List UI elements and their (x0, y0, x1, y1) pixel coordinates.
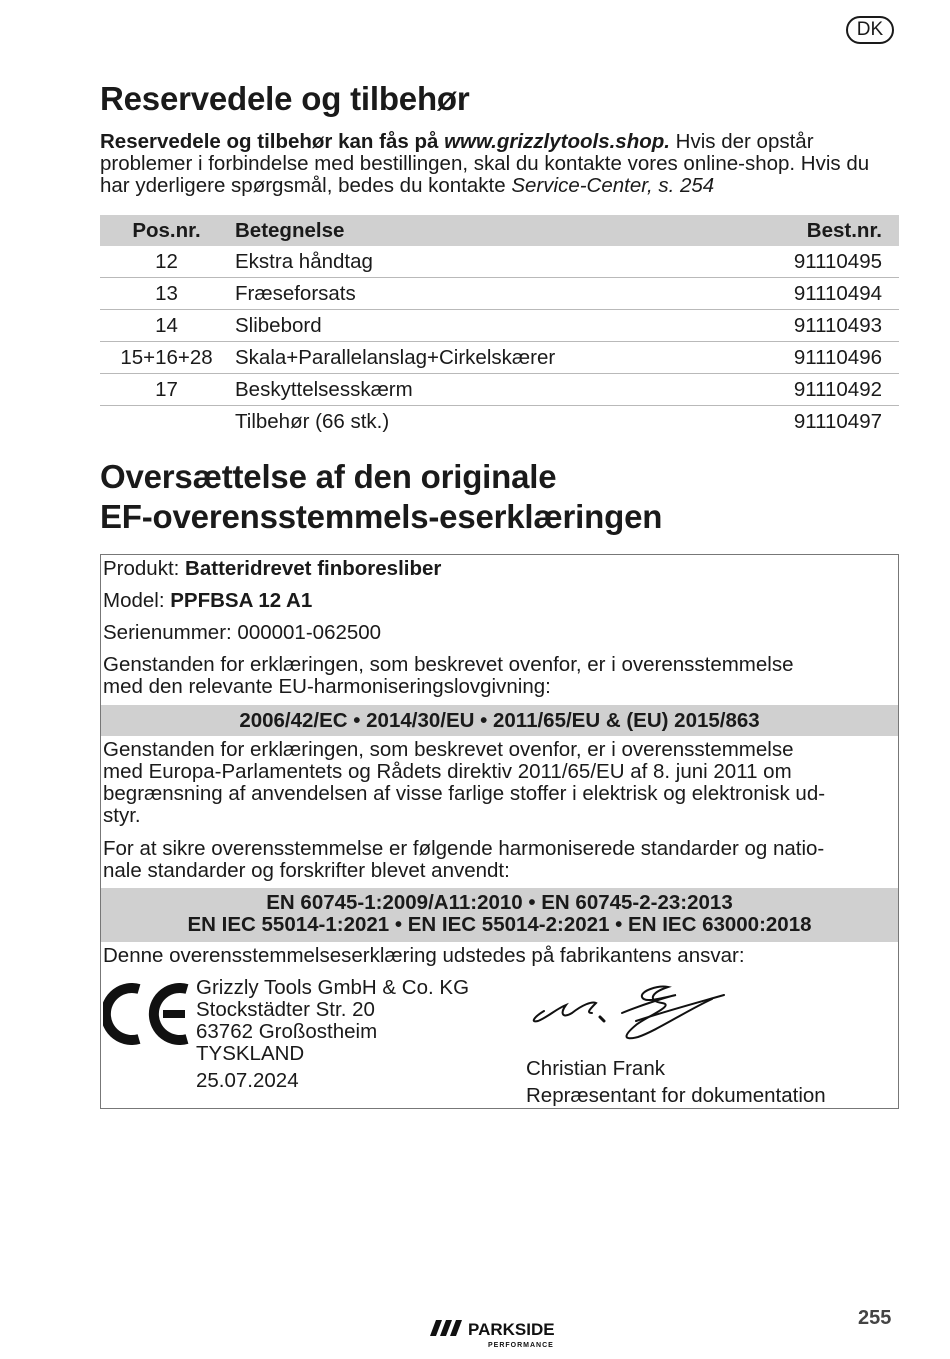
para3-line2: nale standarder og forskrifter blevet anvendt: (103, 859, 510, 882)
cell-name: Skala+Parallelanslag+Cirkelskærer (233, 342, 735, 374)
company-name: Grizzly Tools GmbH & Co. KG (196, 976, 470, 999)
parkside-logo (430, 1316, 590, 1352)
cell-pos: 17 (100, 374, 233, 406)
ce-mark-icon (103, 983, 193, 1045)
para2-line4: styr. (103, 804, 141, 827)
section-title-declaration (100, 457, 662, 537)
cell-pos: 15+16+28 (100, 342, 233, 374)
serial-line: Serienummer: 000001-062500 (103, 621, 382, 644)
brand-name: PARKSIDE (468, 1320, 555, 1339)
spare-parts-table (100, 215, 899, 437)
product-line (103, 558, 894, 580)
header-name: Betegnelse (233, 215, 735, 246)
cell-pos: 13 (100, 278, 233, 310)
product-label: Produkt: (103, 557, 186, 580)
standards-line1: EN 60745-1:2009/A11:2010 • EN 60745-2-23:2013 (266, 891, 733, 914)
header-pos: Pos.nr. (100, 215, 233, 246)
street: Stockstädter Str. 20 (196, 998, 375, 1021)
cell-pos: 14 (100, 310, 233, 342)
cell-pos: 12 (100, 246, 233, 278)
section-title-spare-parts: Reservedele og tilbehør (100, 80, 470, 117)
cell-number: 91110495 (735, 246, 899, 278)
table-row (100, 278, 899, 310)
service-center-ref: Service-Center, s. 254 (511, 174, 715, 197)
cell-number: 91110497 (793, 409, 882, 433)
table-row (100, 342, 899, 374)
signer-role: Repræsentant for dokumentation (526, 1084, 826, 1107)
shop-link[interactable]: www.grizzlytools.shop. (444, 130, 670, 153)
standards-line2: EN IEC 55014-1:2021 • EN IEC 55014-2:2021 • EN IEC 63000:2018 (187, 913, 812, 936)
intro-bold: Reservedele og tilbehør kan fås på (100, 130, 439, 153)
cell-name: Ekstra håndtag (233, 246, 735, 278)
para2-line3: begrænsning af anvendelsen af visse farlige stoffer i elektrisk og elektronisk ud- (103, 782, 826, 805)
cell-pos (100, 406, 233, 438)
cell-number: 91110494 (735, 278, 899, 310)
signature-image (526, 983, 736, 1053)
signatory (526, 1055, 826, 1109)
cell-number: 91110493 (735, 310, 899, 342)
product-value: Batteridrevet finboresliber (185, 557, 442, 580)
declaration-box (100, 554, 899, 1109)
cell-name: Fræseforsats (233, 278, 735, 310)
manufacturer-address (196, 977, 469, 1092)
header-number: Best.nr. (735, 215, 899, 246)
declaration-date: 25.07.2024 (196, 1069, 299, 1092)
cell-name: Beskyttelsesskærm (233, 374, 735, 406)
standards-band (101, 888, 898, 942)
model-value: PPFBSA 12 A1 (170, 589, 313, 612)
para2-line2: med Europa-Parlamentets og Rådets direktiv 2011/65/EU af 8. juni 2011 om (103, 760, 792, 783)
model-label: Model: (103, 589, 171, 612)
table-row (100, 310, 899, 342)
issued-statement: Denne overensstemmelseserklæring udstedes på fabrikantens ansvar: (103, 944, 745, 967)
intro-text: Hvis der opstår problemer i forbindelse med bestillingen, skal du kontakte vores online-shop. Hvis du har yderligere spørgsmål, bedes du kontakte (100, 130, 870, 197)
cell-number: 91110496 (735, 342, 899, 374)
table-row (100, 374, 899, 406)
table-header-row (100, 215, 899, 246)
page-number: 255 (858, 1307, 892, 1329)
declaration-title-line1: Oversættelse af den originale (100, 458, 557, 495)
cell-name: Slibebord (233, 310, 735, 342)
cell-number: 91110492 (735, 374, 899, 406)
model-line (103, 590, 894, 612)
table-row (100, 406, 899, 438)
brand-subline: PERFORMANCE (488, 1342, 554, 1349)
intro-paragraph (100, 131, 900, 197)
para2-line1: Genstanden for erklæringen, som beskrevet ovenfor, er i overensstemmelse (103, 738, 794, 761)
signer-name: Christian Frank (526, 1057, 665, 1080)
declaration-title-line2: EF-overensstemmels-eserklæringen (100, 498, 663, 535)
cell-name: Tilbehør (66 stk.) (235, 409, 390, 433)
city: 63762 Großostheim (196, 1020, 378, 1043)
para3-line1: For at sikre overensstemmelse er følgende harmoniserede standarder og natio- (103, 837, 825, 860)
country: TYSKLAND (196, 1042, 305, 1065)
table-row (100, 246, 899, 278)
para1-line1: Genstanden for erklæringen, som beskrevet ovenfor, er i overensstemmelse (103, 653, 794, 676)
directives-band: 2006/42/EC • 2014/30/EU • 2011/65/EU & (EU) 2015/863 (101, 705, 898, 736)
para1-line2: med den relevante EU-harmoniseringslovgivning: (103, 675, 551, 698)
language-badge: DK (846, 16, 894, 44)
